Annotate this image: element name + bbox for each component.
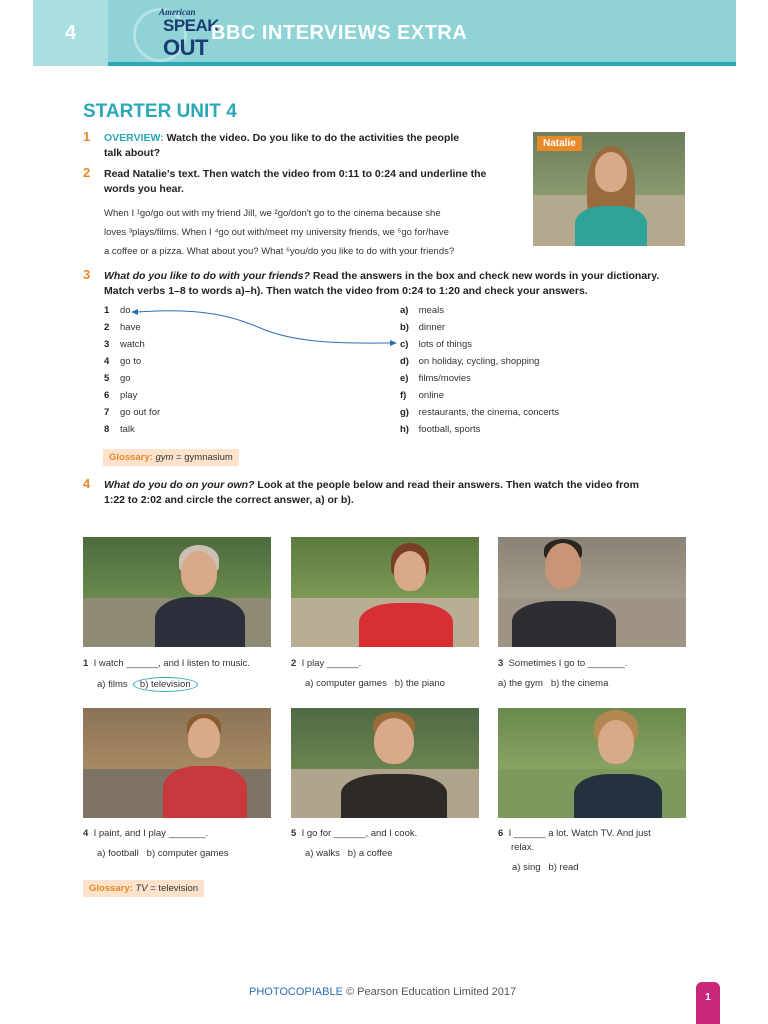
option-b-circled[interactable]: b) television xyxy=(133,677,198,692)
option-a[interactable]: a) sing xyxy=(512,862,541,873)
unit-title: STARTER UNIT 4 xyxy=(83,101,237,122)
word-item: b) dinner xyxy=(400,322,446,333)
item-6-options xyxy=(512,862,579,873)
item-4-options xyxy=(97,848,229,859)
copyright-text: © Pearson Education Limited 2017 xyxy=(342,986,517,998)
passage-line: a coffee or a pizza. What about you? What ⁶you/do you like to do with your friends? xyxy=(104,246,455,257)
exercise-4-text2: 1:22 to 2:02 and circle the correct answer, a) or b). xyxy=(104,494,354,506)
exercise-3 xyxy=(83,267,684,299)
verb-item: 1 do xyxy=(104,305,131,316)
verb-item: 2 have xyxy=(104,322,141,333)
item-2-sentence: 2 I play ______. xyxy=(291,658,362,669)
exercise-2 xyxy=(83,165,524,197)
word-item: h) football, sports xyxy=(400,424,481,435)
item-3-sentence: 3 Sometimes I go to _______. xyxy=(498,658,628,669)
exercise-2-text2: words you hear. xyxy=(104,183,184,195)
interviewee-photo-6 xyxy=(498,708,686,818)
exercise-2-text: Read Natalie's text. Then watch the video from 0:11 to 0:24 and underline the xyxy=(104,168,487,180)
word-item: d) on holiday, cycling, shopping xyxy=(400,356,540,367)
item-1-options xyxy=(97,677,198,692)
verb-item: 4 go to xyxy=(104,356,142,367)
match-arrow xyxy=(125,305,400,350)
unit-number: 4 xyxy=(33,0,108,66)
verb-item: 8 talk xyxy=(104,424,135,435)
exercise-3-text2: Match verbs 1–8 to words a)–h). Then watch the video from 0:24 to 1:20 and check your answers. xyxy=(104,285,588,297)
overview-label: OVERVIEW: xyxy=(104,132,164,144)
word-item: g) restaurants, the cinema, concerts xyxy=(400,407,560,418)
option-b[interactable]: b) a coffee xyxy=(347,848,393,859)
interviewee-photo-5 xyxy=(291,708,479,818)
natalie-photo xyxy=(533,132,685,246)
option-a[interactable]: a) football xyxy=(97,848,139,859)
interviewee-photo-4 xyxy=(83,708,271,818)
logo-out: OUT xyxy=(163,35,208,60)
photocopiable-label: PHOTOCOPIABLE xyxy=(249,986,343,998)
word-item: c) lots of things xyxy=(400,339,472,350)
item-1-sentence: 1 I watch ______, and I listen to music. xyxy=(83,658,250,669)
exercise-3-question: What do you like to do with your friends? xyxy=(104,270,310,282)
word-item: e) films/movies xyxy=(400,373,471,384)
exercise-3-text: Read the answers in the box and check new words in your dictionary. xyxy=(312,270,660,282)
verb-item: 6 play xyxy=(104,390,138,401)
word-item: a) meals xyxy=(400,305,444,316)
option-b[interactable]: b) read xyxy=(548,862,579,873)
item-3-options xyxy=(498,678,608,689)
verb-item: 7 go out for xyxy=(104,407,161,418)
exercise-number: 2 xyxy=(83,165,91,180)
page-header xyxy=(33,0,736,66)
verb-item: 5 go xyxy=(104,373,131,384)
word-item: f) online xyxy=(400,390,444,401)
option-a[interactable]: a) films xyxy=(97,679,128,690)
natalie-passage xyxy=(104,204,454,261)
header-title: BBC INTERVIEWS EXTRA xyxy=(211,22,468,44)
natalie-label: Natalie xyxy=(537,136,582,151)
exercise-number: 3 xyxy=(83,267,91,282)
exercise-4-text: Look at the people below and read their answers. Then watch the video from xyxy=(257,479,639,491)
exercise-4-question: What do you do on your own? xyxy=(104,479,255,491)
exercise-1-text2: talk about? xyxy=(104,147,161,159)
option-a[interactable]: a) walks xyxy=(305,848,340,859)
item-5-options xyxy=(305,848,392,859)
option-b[interactable]: b) the piano xyxy=(394,678,445,689)
exercise-4 xyxy=(83,476,684,508)
footer-copyright xyxy=(249,986,516,998)
exercise-1 xyxy=(83,129,514,161)
interviewee-photo-3 xyxy=(498,537,686,647)
item-6-sentence: 6 I ______ a lot. Watch TV. And just relax. xyxy=(498,828,651,853)
logo-speak: SPEAK xyxy=(163,16,220,35)
item-4-sentence: 4 I paint, and I play _______. xyxy=(83,828,209,839)
exercise-1-text: Watch the video. Do you like to do the activities the people xyxy=(166,132,460,144)
exercise-number: 1 xyxy=(83,129,91,144)
passage-line: When I ¹go/go out with my friend Jill, we ²go/don't go to the cinema because she xyxy=(104,208,441,219)
item-2-options xyxy=(305,678,445,689)
page-number: 1 xyxy=(696,982,720,1024)
item-5-sentence: 5 I go for ______, and I cook. xyxy=(291,828,418,839)
interviewee-photo-2 xyxy=(291,537,479,647)
option-b[interactable]: b) computer games xyxy=(146,848,229,859)
exercise-number: 4 xyxy=(83,476,91,491)
option-b[interactable]: b) the cinema xyxy=(550,678,609,689)
interviewee-photo-1 xyxy=(83,537,271,647)
verb-item: 3 watch xyxy=(104,339,145,350)
logo-american: American xyxy=(159,7,196,17)
glossary-tv: Glossary: TV = television xyxy=(83,880,204,897)
glossary-gym: Glossary: gym = gymnasium xyxy=(103,449,239,466)
passage-line: loves ³plays/films. When I ⁴go out with/meet my university friends, we ⁵go for/have xyxy=(104,227,449,238)
speakout-logo xyxy=(133,4,223,62)
option-a[interactable]: a) computer games xyxy=(305,678,387,689)
option-a[interactable]: a) the gym xyxy=(498,678,543,689)
